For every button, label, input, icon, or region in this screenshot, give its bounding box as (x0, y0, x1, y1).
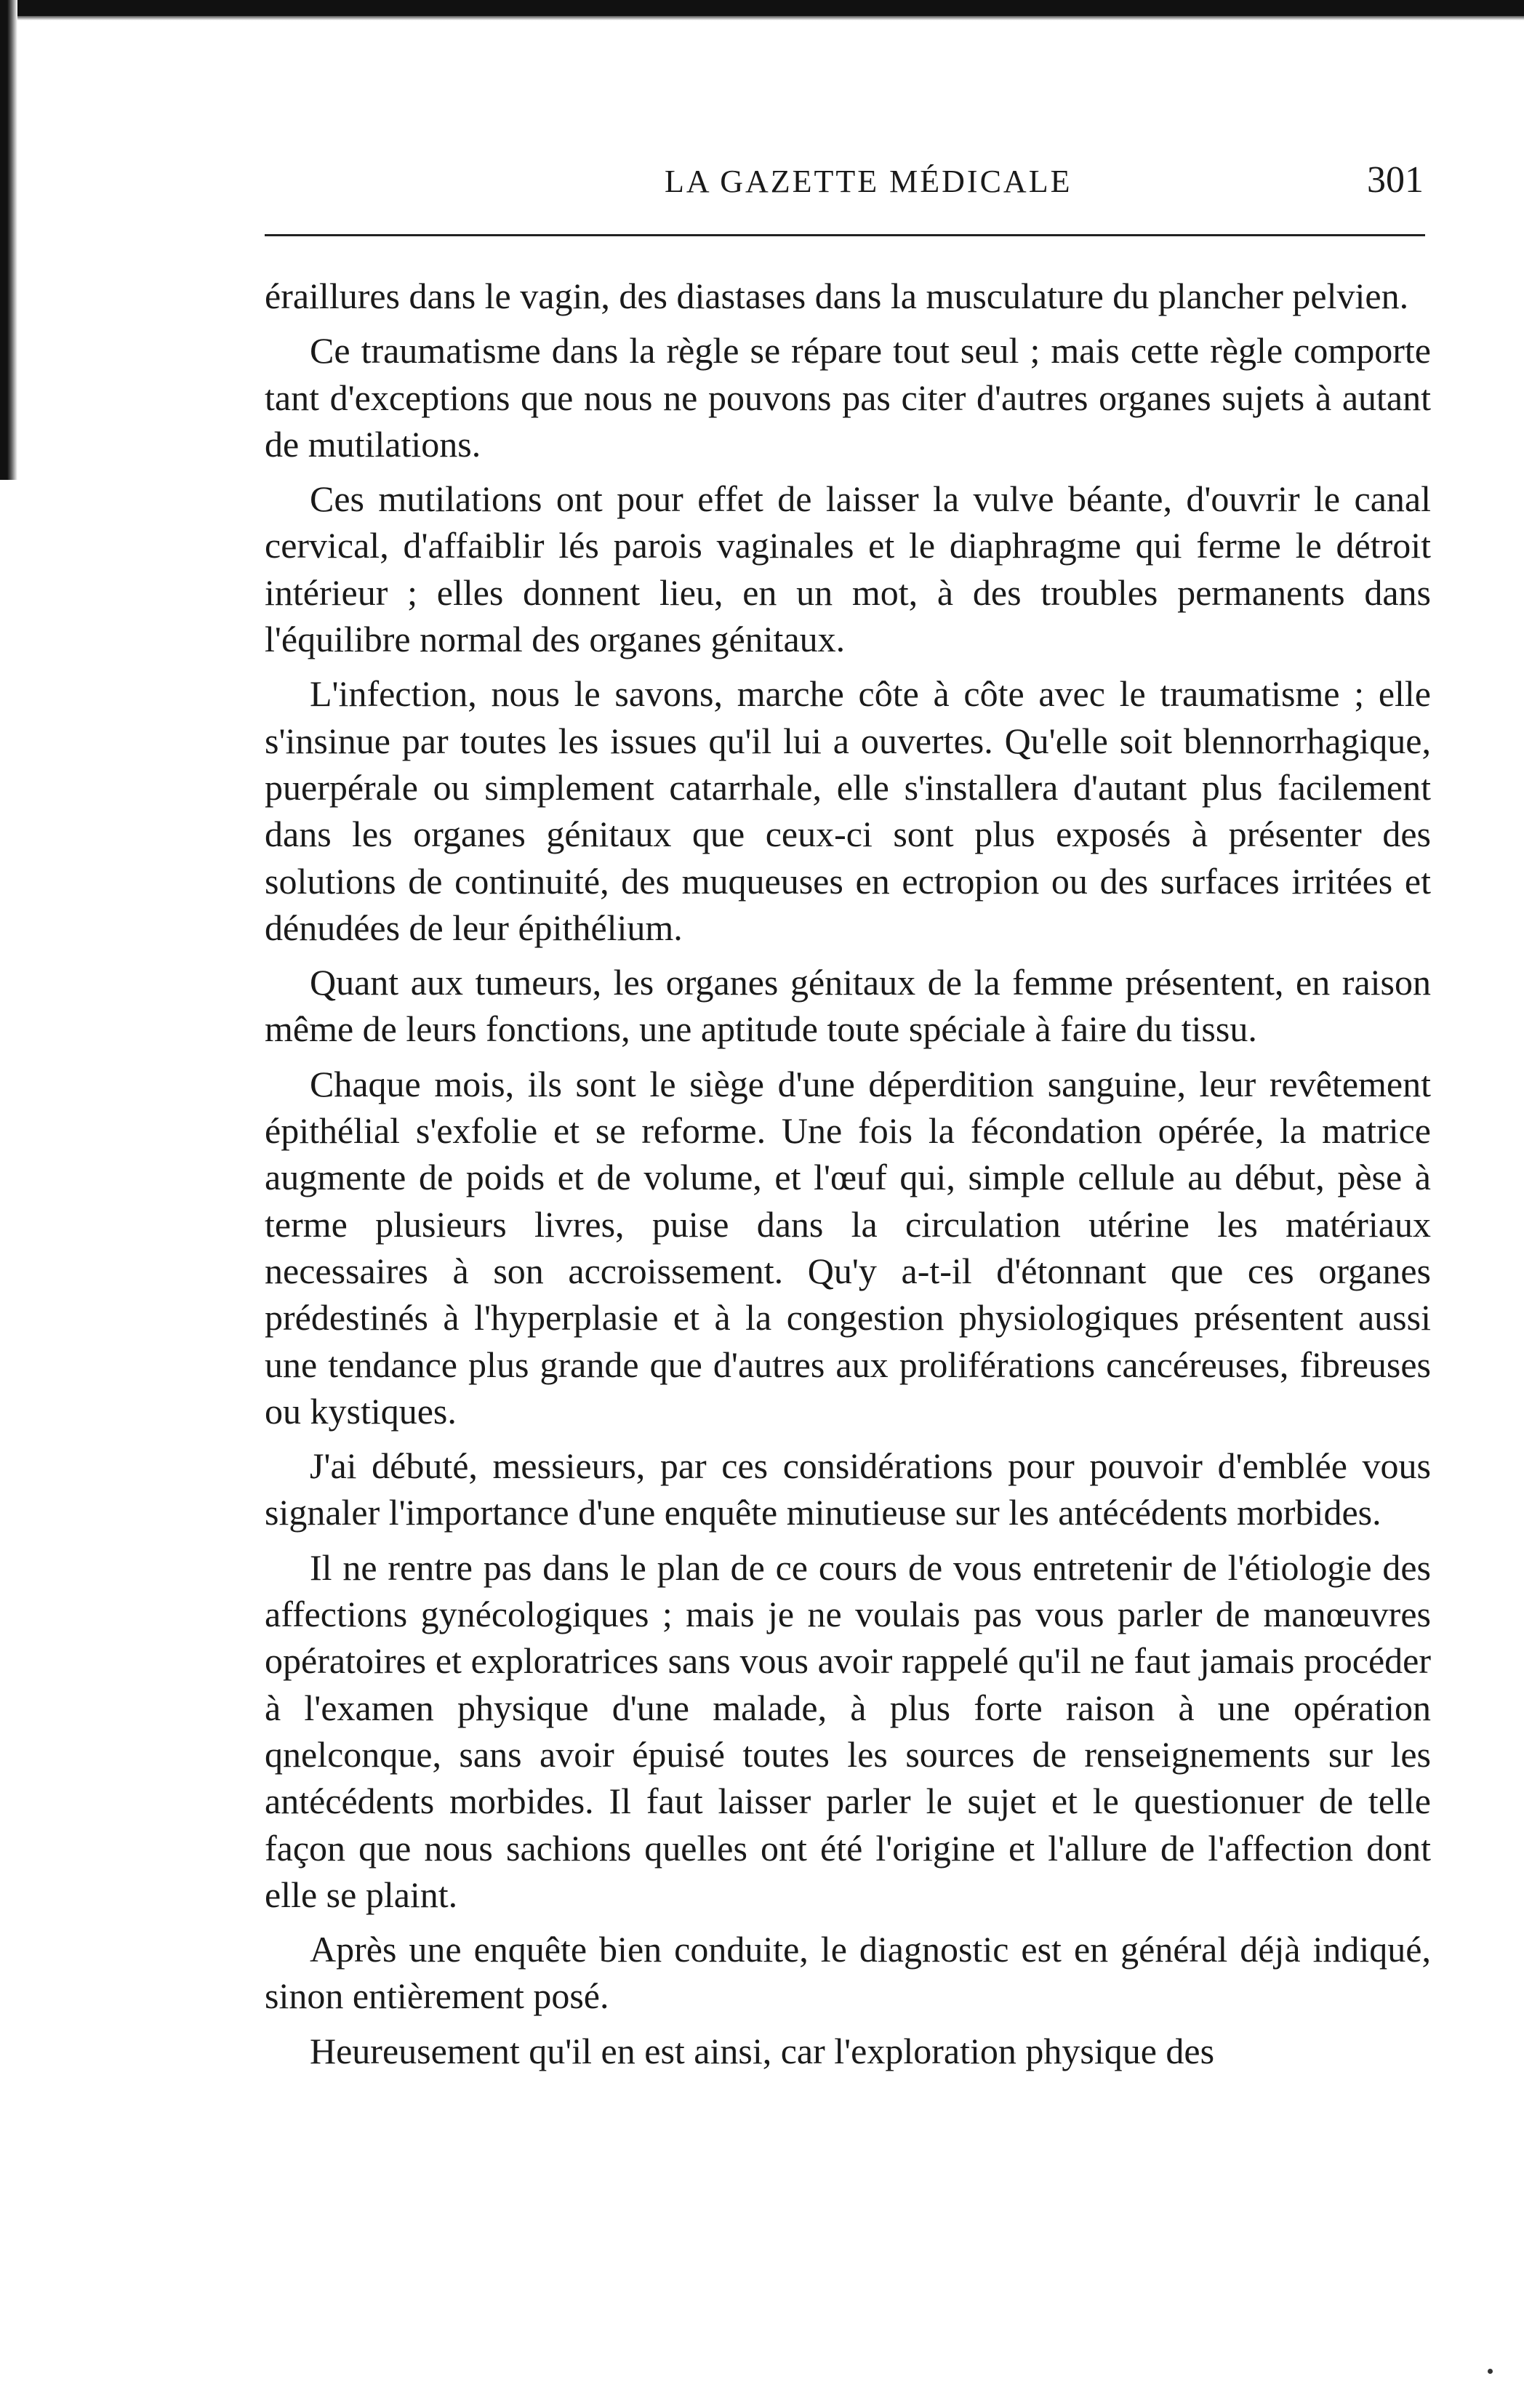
paragraph-continued: éraillures dans le vagin, des diastases dans la musculature du plancher pelvien. (265, 276, 1409, 316)
paragraph: L'infection, nous le savons, marche côte à côte avec le traumatisme ; elle s'insinue par toutes les issues qu'il lui a ouvertes. Qu'elle soit blennorrhagique, puerpérale ou simplement catarrhale, elle s'installera d'autant plus facilement dans les organes génitaux que ceux-ci sont plus exposés à présenter des solutions de continuité, des muqueuses en ectropion ou des surfaces irritées et dénudées de leur épithélium. (265, 673, 1431, 948)
page-number: 301 (1367, 159, 1424, 201)
paragraph: Quant aux tumeurs, les organes génitaux de la femme présentent, en raison même de leurs fonctions, une aptitude toute spéciale à faire du tissu. (265, 962, 1431, 1050)
page-body (265, 273, 1431, 2082)
paragraph: Ces mutilations ont pour effet de laisser la vulve béante, d'ouvrir le canal cervical, d'affaiblir lés parois vaginales et le diaphragme qui ferme le détroit intérieur ; elles donnent lieu, en un mot, à des troubles permanents dans l'équilibre normal des organes génitaux. (265, 478, 1431, 660)
scan-border-top (0, 0, 1524, 16)
scan-speck (1488, 2369, 1493, 2374)
scan-border-left (0, 0, 17, 480)
running-title: LA GAZETTE MÉDICALE (665, 164, 1072, 199)
paragraph: J'ai débuté, messieurs, par ces considérations pour pouvoir d'emblée vous signaler l'importance d'une enquête minutieuse sur les antécédents morbides. (265, 1445, 1431, 1533)
paragraph: Il ne rentre pas dans le plan de ce cours de vous entretenir de l'étiologie des affections gynécologiques ; mais je ne voulais pas vous parler de manœuvres opératoires et exploratrices sans vous avoir rappelé qu'il ne faut jamais procéder à l'examen physique d'une malade, à plus forte raison à une opération qnelconque, sans avoir épuisé toutes les sources de renseignements sur les antécédents morbides. Il faut laisser parler le sujet et le questionuer de telle façon que nous sachions quelles ont été l'origine et l'allure de l'affection dont elle se plaint. (265, 1546, 1431, 1915)
paragraph: Heureusement qu'il en est ainsi, car l'exploration physique des (310, 2030, 1215, 2071)
paragraph: Chaque mois, ils sont le siège d'une déperdition sanguine, leur revêtement épithélial s'exfolie et se reforme. Une fois la fécondation opérée, la matrice augmente de poids et de volume, et l'œuf qui, simple cellule au début, pèse à terme plusieurs livres, puise dans la circulation utérine les matériaux necessaires à son accroissement. Qu'y a-t-il d'étonnant que ces organes prédestinés à l'hyperplasie et à la congestion physiologiques présentent aussi une tendance plus grande que d'autres aux proliférations cancéreuses, fibreuses ou kystiques. (265, 1063, 1431, 1432)
running-header (265, 161, 1431, 205)
paragraph: Après une enquête bien conduite, le diagnostic est en général déjà indiqué, sinon entièrement posé. (265, 1929, 1431, 2017)
header-rule (265, 234, 1425, 236)
paragraph: Ce traumatisme dans la règle se répare tout seul ; mais cette règle comporte tant d'exceptions que nous ne pouvons pas citer d'autres organes sujets à autant de mutilations. (265, 330, 1431, 465)
scan-border-top-shadow (0, 16, 1524, 20)
